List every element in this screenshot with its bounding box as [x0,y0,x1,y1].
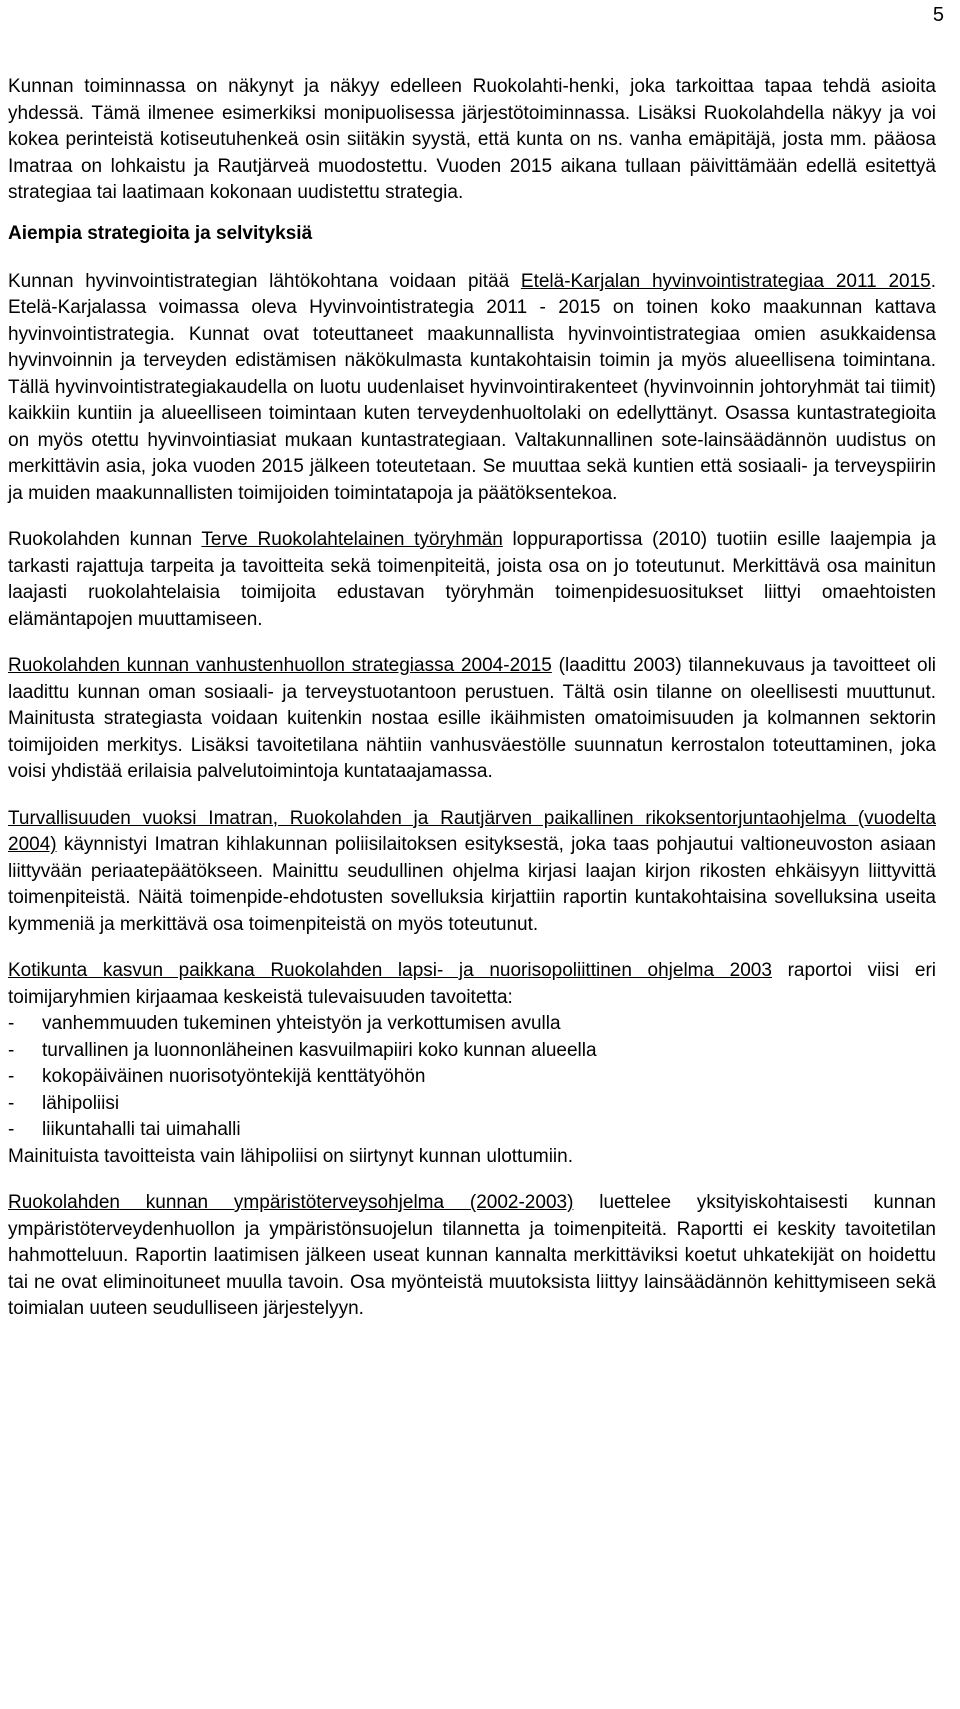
working-group-reference-link[interactable]: Terve Ruokolahtelainen työryhmän [201,529,503,550]
list-item-text: vanhemmuuden tukeminen yhteistyön ja verkottumisen avulla [42,1013,561,1034]
strategy-paragraph [8,269,936,508]
list-item-text: kokopäiväinen nuorisotyöntekijä kenttätyöhön [42,1066,426,1087]
page-number: 5 [932,4,944,26]
list-item-text: turvallinen ja luonnonläheinen kasvuilmapiiri koko kunnan alueella [42,1039,597,1061]
youth-program-reference-link[interactable]: Kotikunta kasvun paikkana Ruokolahden lapsi- ja nuorisopoliittinen ohjelma 2003 [8,960,772,981]
strategy-lead-text: Kunnan hyvinvointistrategian lähtökohtana voidaan pitää [8,270,521,292]
elderly-care-reference-link[interactable]: Ruokolahden kunnan vanhustenhuollon strategiassa 2004-2015 [8,655,552,676]
strategy-body-text: . Etelä-Karjalassa voimassa oleva Hyvinvointistrategia 2011 - 2015 on toinen koko maakunnan kattava hyvinvointistrategia. Kunnat ovat toteuttaneet maakunnallista hyvinvointistrategiaa omien asukkaidensa hyvinvoinnin ja terveyden edistämisen näkökulmasta kuntakohtaisin toimin ja myös alueellisena toimintana. Tällä hyvinvointistrategiakaudella on luotu uudenlaiset hyvinvointirakenteet (hyvinvoinnin johtoryhmät tai tiimit) kaikkiin kuntiin ja alueelliseen toimintaan kuten terveydenhuoltolaki on edellyttänyt. Osassa kuntastrategioita on myös otettu hyvinvointiasiat mukaan kuntastrategiaan. Valtakunnallinen sote-lainsäädännön uudistus on merkittävin asia, joka vuoden 2015 jälkeen toteutetaan. Se muuttaa sekä kuntien että sosiaali- ja terveyspiirin ja muiden maakunnallisten toimijoiden toimintatapoja ja päätöksentekoa. [8,270,936,504]
crime-prevention-body-text: käynnistyi Imatran kihlakunnan poliisilaitoksen esityksestä, joka taas pohjautui valtioneuvoston asiaan liittyvään periaatepäätökseen. Mainittu seudullinen ohjelma kirjasi laajan kirjon rikosten ehkäisyyn liittyvittä toimenpiteistä. Näitä toimenpide-ehdotusten sovelluksia kirjattiin raportin kuntakohtaisina sovelluksina useita kymmeniä ja merkittävä osa toimenpiteistä on myös toteutunut. [8,834,936,935]
goals-list [8,1011,936,1144]
environment-body-text: luettelee yksityiskohtaisesti kunnan ympäristöterveydenhuollon ja ympäristönsuojelun tilannetta ja toimenpiteitä. Raportti ei keskity tavoitetilan hahmotteluun. Raportin laatimisen jälkeen useat kunnan kannalta merkittäviksi koetut uhkatekijät on hoidettu tai ne ovat eliminoituneet muulla tavoin. Osa myönteistä muutoksista liittyy lainsäädännön kehittymiseen sekä toimialan uuteen seudulliseen järjestelyyn. [8,1192,937,1319]
list-item [8,1117,936,1144]
crime-prevention-paragraph [8,806,936,939]
list-item-text: liikuntahalli tai uimahalli [42,1119,241,1140]
strategy-reference-link[interactable]: Etelä-Karjalan hyvinvointistrategiaa 2011 2015 [520,270,931,292]
goals-summary: Mainituista tavoitteista vain lähipoliisi on siirtynyt kunnan ulottumiin. [8,1145,573,1167]
working-group-body-text: loppuraportissa (2010) tuotiin esille laajempia ja tarkasti rajattuja tarpeita ja tavoitteita sekä toimenpiteitä, joista osa on jo toteutunut. Merkittävä osa mainitun laajasti ruokolahtelaisia toimijoita edustavan työryhmän toimenpidesuositukset liittyi omaehtoisten elämäntapojen muuttamiseen. [8,529,936,630]
list-item [8,1011,936,1038]
youth-program-body-text: raportoi viisi eri toimijaryhmien kirjaamaa keskeistä tulevaisuuden tavoitetta: [8,960,936,1008]
elderly-care-paragraph [8,653,936,786]
list-item-text: lähipoliisi [42,1092,120,1114]
list-dash: - [8,1119,15,1140]
list-item [8,1091,936,1118]
document-body [8,74,936,1343]
elderly-care-body-text: (laadittu 2003) tilannekuvaus ja tavoitteet oli laadittu kunnan oman sosiaali- ja terveystuotantoon perustuen. Tältä osin tilanne on oleellisesti muuttunut. Mainitusta strategiasta voidaan kuitenkin nostaa esille ikäihmisten omatoimisuuden ja kolmannen sektorin toimijoiden merkitys. Lisäksi tavoitetilana nähtiin vanhusväestölle suunnatun kerrostalon toteuttaminen, joka voisi yhdistää erilaisia palvelutoimintoja kuntataajamassa. [8,655,937,782]
environment-paragraph [8,1190,936,1323]
crime-prevention-reference-link[interactable]: Turvallisuuden vuoksi Imatran, Ruokolahden ja Rautjärven paikallinen rikoksentorjuntaohjelma (vuodelta 2004) [8,807,936,855]
list-dash: - [8,1066,15,1087]
working-group-lead-text: Ruokolahden kunnan [8,529,202,550]
list-item [8,1038,936,1065]
section-heading: Aiempia strategioita ja selvityksiä [8,222,313,244]
list-dash: - [8,1039,15,1061]
list-item [8,1064,936,1091]
list-dash: - [8,1092,15,1114]
working-group-paragraph [8,527,936,633]
list-dash: - [8,1013,15,1034]
environment-reference-link[interactable]: Ruokolahden kunnan ympäristöterveysohjelma (2002-2003) [8,1192,574,1213]
intro-paragraph: Kunnan toiminnassa on näkynyt ja näkyy edelleen Ruokolahti-henki, joka tarkoittaa tapaa tehdä asioita yhdessä. Tämä ilmenee esimerkiksi monipuolisessa järjestötoiminnassa. Lisäksi Ruokolahdella näkyy ja voi kokea perinteistä kotiseutuhenkeä osin siitäkin syystä, että kunta on ns. vanha emäpitäjä, josta mm. pääosa Imatraa on lohkaistu ja Rautjärveä muodostettu. Vuoden 2015 aikana tullaan päivittämään edellä esitettyä strategiaa tai laatimaan kokonaan uudistettu strategia. [8,76,936,203]
youth-program-paragraph [8,958,936,1011]
